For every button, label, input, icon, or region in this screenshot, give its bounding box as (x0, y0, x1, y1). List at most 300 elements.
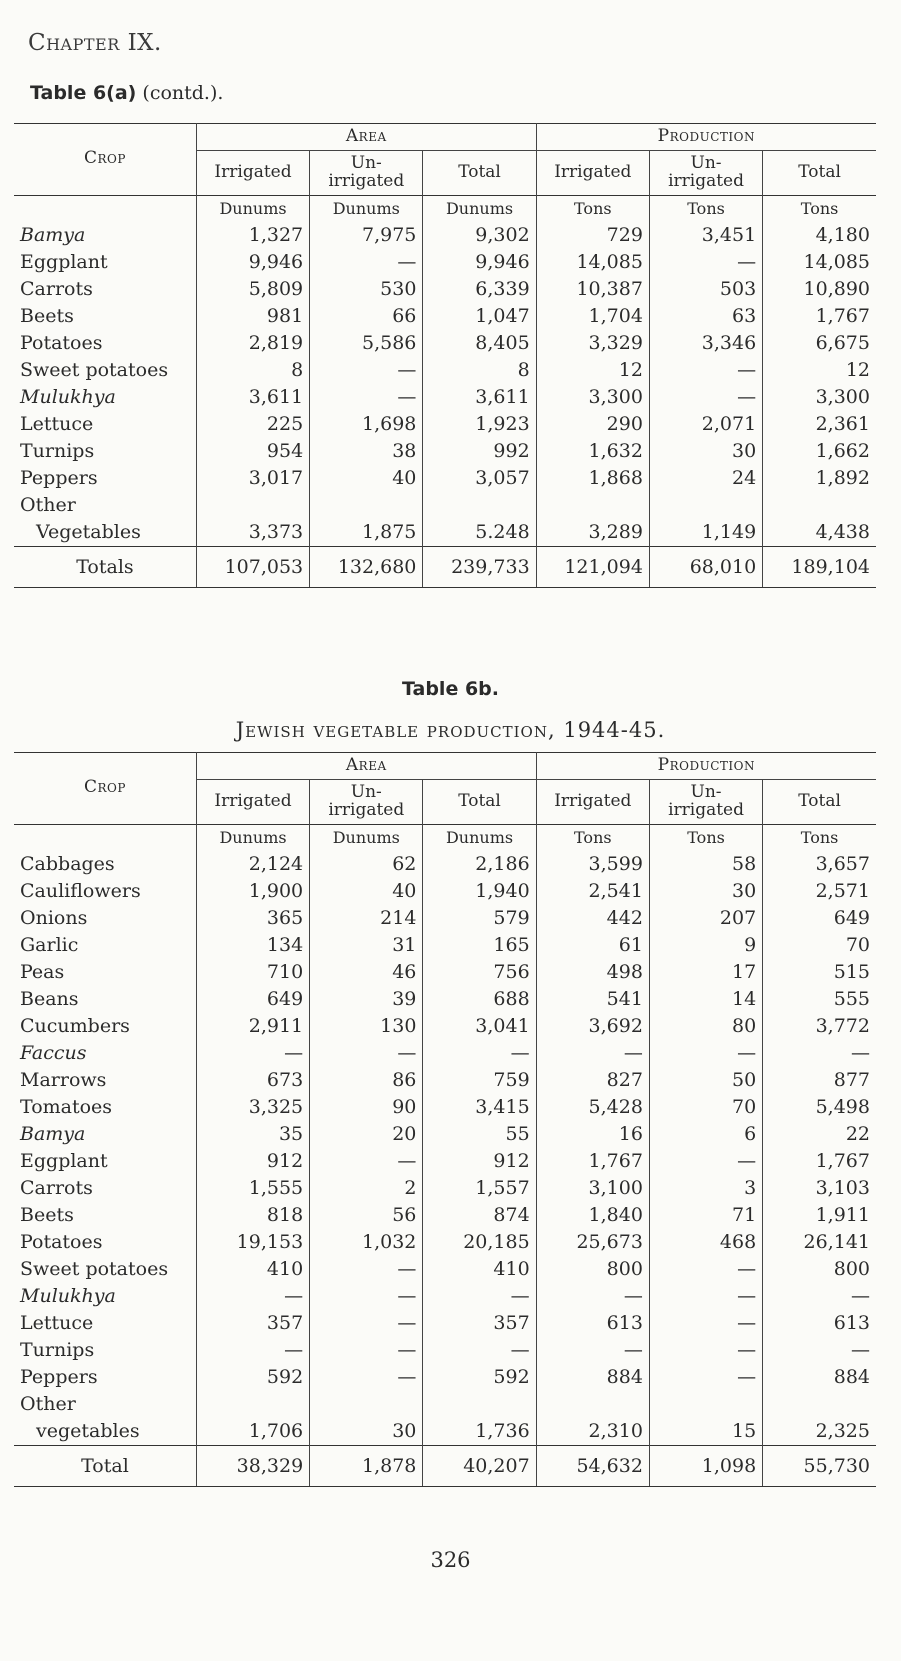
table-row (14, 1148, 876, 1175)
table-row (14, 1094, 876, 1121)
cell-value: 19,153 (196, 1229, 309, 1256)
cell-value: — (763, 1283, 876, 1310)
cell-value: 40 (310, 878, 423, 905)
cell-value: 3,057 (423, 465, 536, 492)
table-row (14, 1121, 876, 1148)
cell-value: 165 (423, 932, 536, 959)
crop-name: Lettuce (20, 412, 94, 435)
crop-name: Other (20, 493, 76, 516)
header-irrigated: irrigated (668, 170, 744, 191)
cell-value: 130 (310, 1013, 423, 1040)
cell-value: — (423, 1283, 536, 1310)
cell-value: 649 (763, 905, 876, 932)
cell-value: 70 (763, 932, 876, 959)
cell-value: 56 (310, 1202, 423, 1229)
header-un: Un- (690, 781, 722, 802)
crop-name: Turnips (20, 1338, 95, 1361)
cell-value: — (310, 1283, 423, 1310)
table-row (14, 1364, 876, 1391)
cell-value: 225 (196, 411, 309, 438)
cell-value: 827 (536, 1067, 649, 1094)
cell-value: 468 (649, 1229, 762, 1256)
cell-value: 1,662 (763, 438, 876, 465)
crop-name: Peppers (20, 466, 98, 489)
header-un: Un- (350, 152, 382, 173)
cell-value: 912 (423, 1148, 536, 1175)
cell-value: 62 (310, 851, 423, 878)
cell-value: 592 (196, 1364, 309, 1391)
cell-value: 1,557 (423, 1175, 536, 1202)
cell-value: — (196, 1040, 309, 1067)
cell-value: 3,611 (196, 384, 309, 411)
cell-value: 1,704 (536, 303, 649, 330)
cell-value: 17 (649, 959, 762, 986)
cell-value: 2,071 (649, 411, 762, 438)
cell-value: 592 (423, 1364, 536, 1391)
cell-value: 5,428 (536, 1094, 649, 1121)
cell-value: 214 (310, 905, 423, 932)
header-prod-total: Total (763, 779, 876, 824)
cell-value (536, 1391, 649, 1418)
unit-label: Tons (763, 824, 876, 851)
cell-value: 80 (649, 1013, 762, 1040)
cell-value: 357 (423, 1310, 536, 1337)
table-row (14, 1202, 876, 1229)
cell-value: 1,875 (310, 519, 423, 547)
table-row (14, 1418, 876, 1446)
crop-name: Bamya (20, 1122, 86, 1145)
cell-value: 365 (196, 905, 309, 932)
unit-label: Tons (536, 195, 649, 222)
cell-value: 3,451 (649, 222, 762, 249)
crop-name: Peas (20, 960, 65, 983)
cell-value: 5,586 (310, 330, 423, 357)
cell-value: 71 (649, 1202, 762, 1229)
cell-value: — (310, 249, 423, 276)
cell-value (423, 492, 536, 519)
total-value: 189,104 (763, 546, 876, 587)
cell-value: — (196, 1283, 309, 1310)
cell-value: 9,946 (196, 249, 309, 276)
cell-value: 3,300 (763, 384, 876, 411)
cell-value: 2,571 (763, 878, 876, 905)
cell-value: 16 (536, 1121, 649, 1148)
unit-label: Dunums (196, 195, 309, 222)
table-row (14, 1283, 876, 1310)
crop-name: Lettuce (20, 1311, 94, 1334)
cell-value: 759 (423, 1067, 536, 1094)
cell-value: — (536, 1283, 649, 1310)
cell-value: 3,599 (536, 851, 649, 878)
cell-value: 134 (196, 932, 309, 959)
cell-value: 2,361 (763, 411, 876, 438)
cell-value: — (536, 1040, 649, 1067)
table-row (14, 303, 876, 330)
cell-value: 2,325 (763, 1418, 876, 1446)
table-6a (14, 123, 876, 588)
crop-name: Garlic (20, 933, 79, 956)
cell-value: 9,946 (423, 249, 536, 276)
cell-value: — (649, 384, 762, 411)
crop-name: Bamya (20, 223, 86, 246)
cell-value: 2 (310, 1175, 423, 1202)
cell-value (423, 1391, 536, 1418)
cell-value: 8 (423, 357, 536, 384)
cell-value: 15 (649, 1418, 762, 1446)
cell-value: — (536, 1337, 649, 1364)
table-row (14, 492, 876, 519)
cell-value: 12 (536, 357, 649, 384)
cell-value: 35 (196, 1121, 309, 1148)
cell-value: 1,940 (423, 878, 536, 905)
cell-value: 2,819 (196, 330, 309, 357)
cell-value: — (649, 1364, 762, 1391)
cell-value: 14,085 (763, 249, 876, 276)
cell-value: — (310, 1337, 423, 1364)
cell-value: 90 (310, 1094, 423, 1121)
table-row (14, 959, 876, 986)
crop-name: Eggplant (20, 1149, 108, 1172)
table-row (14, 330, 876, 357)
cell-value: 7,975 (310, 222, 423, 249)
cell-value: 688 (423, 986, 536, 1013)
table-6b-label: Table 6b. (402, 678, 499, 700)
header-area: Area (196, 753, 536, 780)
unit-label: Dunums (423, 195, 536, 222)
crop-name: Sweet potatoes (20, 358, 169, 381)
table-row (14, 1040, 876, 1067)
cell-value: 1,840 (536, 1202, 649, 1229)
cell-value: — (310, 1256, 423, 1283)
cell-value (196, 492, 309, 519)
cell-value: 2,310 (536, 1418, 649, 1446)
crop-name: Marrows (20, 1068, 107, 1091)
unit-label: Dunums (423, 824, 536, 851)
table-row (14, 1256, 876, 1283)
chapter-heading: Chapter IX. (28, 30, 162, 56)
cell-value: 3,611 (423, 384, 536, 411)
cell-value: 39 (310, 986, 423, 1013)
units-empty (14, 195, 196, 222)
cell-value: 649 (196, 986, 309, 1013)
cell-value: 30 (310, 1418, 423, 1446)
cell-value: 20 (310, 1121, 423, 1148)
header-production: Production (536, 753, 876, 780)
total-value: 40,207 (423, 1445, 536, 1486)
cell-value: 3,017 (196, 465, 309, 492)
table-row (14, 1067, 876, 1094)
cell-value: — (310, 384, 423, 411)
cell-value: 70 (649, 1094, 762, 1121)
crop-name: Tomatoes (20, 1095, 113, 1118)
crop-name: Sweet potatoes (20, 1257, 169, 1280)
table-6a-contd: (contd.). (142, 82, 224, 104)
cell-value: 442 (536, 905, 649, 932)
crop-name: Eggplant (20, 250, 108, 273)
cell-value: 1,892 (763, 465, 876, 492)
table-6b (14, 752, 876, 1487)
table-row (14, 357, 876, 384)
cell-value: 1,900 (196, 878, 309, 905)
cell-value: 6,339 (423, 276, 536, 303)
cell-value: 503 (649, 276, 762, 303)
totals-row (14, 546, 876, 587)
cell-value: 30 (649, 878, 762, 905)
cell-value: 613 (536, 1310, 649, 1337)
cell-value: 5,498 (763, 1094, 876, 1121)
cell-value: 1,923 (423, 411, 536, 438)
cell-value (763, 492, 876, 519)
cell-value: 55 (423, 1121, 536, 1148)
cell-value: 40 (310, 465, 423, 492)
cell-value: 541 (536, 986, 649, 1013)
cell-value: 498 (536, 959, 649, 986)
cell-value: 3,041 (423, 1013, 536, 1040)
header-crop: Crop (83, 777, 126, 798)
cell-value: 1,032 (310, 1229, 423, 1256)
total-value: 121,094 (536, 546, 649, 587)
cell-value: 954 (196, 438, 309, 465)
cell-value: 2,124 (196, 851, 309, 878)
cell-value (536, 492, 649, 519)
cell-value: 3 (649, 1175, 762, 1202)
crop-name: Mulukhya (20, 385, 116, 408)
table-row (14, 905, 876, 932)
cell-value (310, 1391, 423, 1418)
cell-value (649, 1391, 762, 1418)
table-6a-label: Table 6(a) (30, 82, 137, 104)
table-row (14, 249, 876, 276)
cell-value: 14,085 (536, 249, 649, 276)
cell-value: — (423, 1337, 536, 1364)
crop-name: vegetables (36, 1419, 140, 1442)
cell-value: — (310, 1310, 423, 1337)
cell-value: 2,186 (423, 851, 536, 878)
cell-value: 5.248 (423, 519, 536, 547)
header-area-unirrigated (310, 779, 423, 824)
cell-value: — (649, 249, 762, 276)
crop-name: Carrots (20, 277, 93, 300)
cell-value: 1,868 (536, 465, 649, 492)
units-row (14, 824, 876, 851)
crop-name: Mulukhya (20, 1284, 116, 1307)
cell-value: 8,405 (423, 330, 536, 357)
header-irrigated: irrigated (328, 799, 405, 820)
cell-value: 800 (763, 1256, 876, 1283)
header-prod-total: Total (763, 150, 876, 195)
cell-value: 1,327 (196, 222, 309, 249)
cell-value: — (423, 1040, 536, 1067)
cell-value: — (649, 357, 762, 384)
totals-label: Totals (14, 546, 196, 587)
cell-value: 3,325 (196, 1094, 309, 1121)
cell-value: 1,149 (649, 519, 762, 547)
cell-value: 63 (649, 303, 762, 330)
table-row (14, 851, 876, 878)
cell-value: — (310, 357, 423, 384)
cell-value: 10,890 (763, 276, 876, 303)
cell-value: 992 (423, 438, 536, 465)
table-row (14, 276, 876, 303)
cell-value: 1,736 (423, 1418, 536, 1446)
header-area: Area (196, 124, 536, 151)
unit-label: Dunums (310, 824, 423, 851)
table-row (14, 1337, 876, 1364)
table-row (14, 384, 876, 411)
cell-value: 818 (196, 1202, 309, 1229)
cell-value: 25,673 (536, 1229, 649, 1256)
table-row (14, 1229, 876, 1256)
table-row (14, 932, 876, 959)
crop-name: Cucumbers (20, 1014, 130, 1037)
cell-value: 46 (310, 959, 423, 986)
cell-value: 555 (763, 986, 876, 1013)
table-row (14, 411, 876, 438)
cell-value: 207 (649, 905, 762, 932)
cell-value: 756 (423, 959, 536, 986)
cell-value: 20,185 (423, 1229, 536, 1256)
cell-value: 1,698 (310, 411, 423, 438)
cell-value: 22 (763, 1121, 876, 1148)
cell-value: 50 (649, 1067, 762, 1094)
header-area-irrigated: Irrigated (196, 779, 309, 824)
cell-value: — (763, 1040, 876, 1067)
crop-name: Cabbages (20, 852, 115, 875)
crop-name: Faccus (20, 1041, 87, 1064)
cell-value: — (649, 1148, 762, 1175)
cell-value: 800 (536, 1256, 649, 1283)
crop-name: Cauliflowers (20, 879, 141, 902)
table-row (14, 1391, 876, 1418)
cell-value: 410 (423, 1256, 536, 1283)
crop-name: Potatoes (20, 331, 103, 354)
cell-value: 38 (310, 438, 423, 465)
page-number: 326 (430, 1548, 471, 1572)
cell-value: — (310, 1040, 423, 1067)
crop-name: Other (20, 1392, 76, 1415)
table-row (14, 1310, 876, 1337)
table-row (14, 1013, 876, 1040)
cell-value: 290 (536, 411, 649, 438)
cell-value: 2,541 (536, 878, 649, 905)
cell-value: — (649, 1283, 762, 1310)
cell-value: 3,300 (536, 384, 649, 411)
unit-label: Dunums (310, 195, 423, 222)
cell-value: 530 (310, 276, 423, 303)
table-row (14, 878, 876, 905)
cell-value: 9,302 (423, 222, 536, 249)
cell-value: 4,180 (763, 222, 876, 249)
cell-value: — (763, 1337, 876, 1364)
cell-value: 3,346 (649, 330, 762, 357)
cell-value: 357 (196, 1310, 309, 1337)
cell-value: — (649, 1337, 762, 1364)
cell-value: 86 (310, 1067, 423, 1094)
totals-row (14, 1445, 876, 1486)
cell-value: 10,387 (536, 276, 649, 303)
cell-value: 2,911 (196, 1013, 309, 1040)
total-value: 55,730 (763, 1445, 876, 1486)
cell-value: 981 (196, 303, 309, 330)
cell-value: — (196, 1337, 309, 1364)
cell-value: 5,809 (196, 276, 309, 303)
crop-name: Beans (20, 987, 79, 1010)
table-row (14, 222, 876, 249)
cell-value: 3,772 (763, 1013, 876, 1040)
crop-name: Potatoes (20, 1230, 103, 1253)
total-value: 132,680 (310, 546, 423, 587)
header-area-total: Total (423, 150, 536, 195)
crop-name: Vegetables (36, 520, 141, 543)
cell-value: 12 (763, 357, 876, 384)
cell-value: 884 (536, 1364, 649, 1391)
cell-value: — (649, 1310, 762, 1337)
total-value: 239,733 (423, 546, 536, 587)
cell-value: 6,675 (763, 330, 876, 357)
units-empty (14, 824, 196, 851)
cell-value: 1,555 (196, 1175, 309, 1202)
unit-label: Tons (649, 195, 762, 222)
cell-value: 3,289 (536, 519, 649, 547)
cell-value: 729 (536, 222, 649, 249)
table-row (14, 519, 876, 547)
cell-value: 3,692 (536, 1013, 649, 1040)
header-irrigated: irrigated (328, 170, 405, 191)
cell-value: 3,329 (536, 330, 649, 357)
unit-label: Tons (536, 824, 649, 851)
crop-name: Beets (20, 304, 74, 327)
header-area-unirrigated (310, 150, 423, 195)
cell-value: 1,706 (196, 1418, 309, 1446)
cell-value: 3,415 (423, 1094, 536, 1121)
cell-value: 9 (649, 932, 762, 959)
cell-value: 673 (196, 1067, 309, 1094)
header-irrigated: irrigated (668, 799, 744, 820)
header-prod-unirrigated (649, 779, 762, 824)
unit-label: Tons (649, 824, 762, 851)
cell-value: 66 (310, 303, 423, 330)
cell-value: 1,047 (423, 303, 536, 330)
cell-value: 6 (649, 1121, 762, 1148)
total-value: 1,098 (649, 1445, 762, 1486)
cell-value: — (310, 1364, 423, 1391)
header-prod-irrigated: Irrigated (536, 150, 649, 195)
cell-value: 14 (649, 986, 762, 1013)
header-area-irrigated: Irrigated (196, 150, 309, 195)
cell-value: 4,438 (763, 519, 876, 547)
header-un: Un- (350, 781, 382, 802)
table-row (14, 465, 876, 492)
crop-name: Carrots (20, 1176, 93, 1199)
header-un: Un- (690, 152, 722, 173)
cell-value: 30 (649, 438, 762, 465)
cell-value: 3,373 (196, 519, 309, 547)
crop-name: Peppers (20, 1365, 98, 1388)
crop-name: Onions (20, 906, 88, 929)
header-area-total: Total (423, 779, 536, 824)
table-row (14, 1175, 876, 1202)
cell-value: 1,767 (536, 1148, 649, 1175)
cell-value: 1,911 (763, 1202, 876, 1229)
unit-label: Dunums (196, 824, 309, 851)
cell-value (196, 1391, 309, 1418)
unit-label: Tons (763, 195, 876, 222)
cell-value: 61 (536, 932, 649, 959)
cell-value: 613 (763, 1310, 876, 1337)
cell-value (649, 492, 762, 519)
cell-value: 877 (763, 1067, 876, 1094)
crop-name: Turnips (20, 439, 95, 462)
